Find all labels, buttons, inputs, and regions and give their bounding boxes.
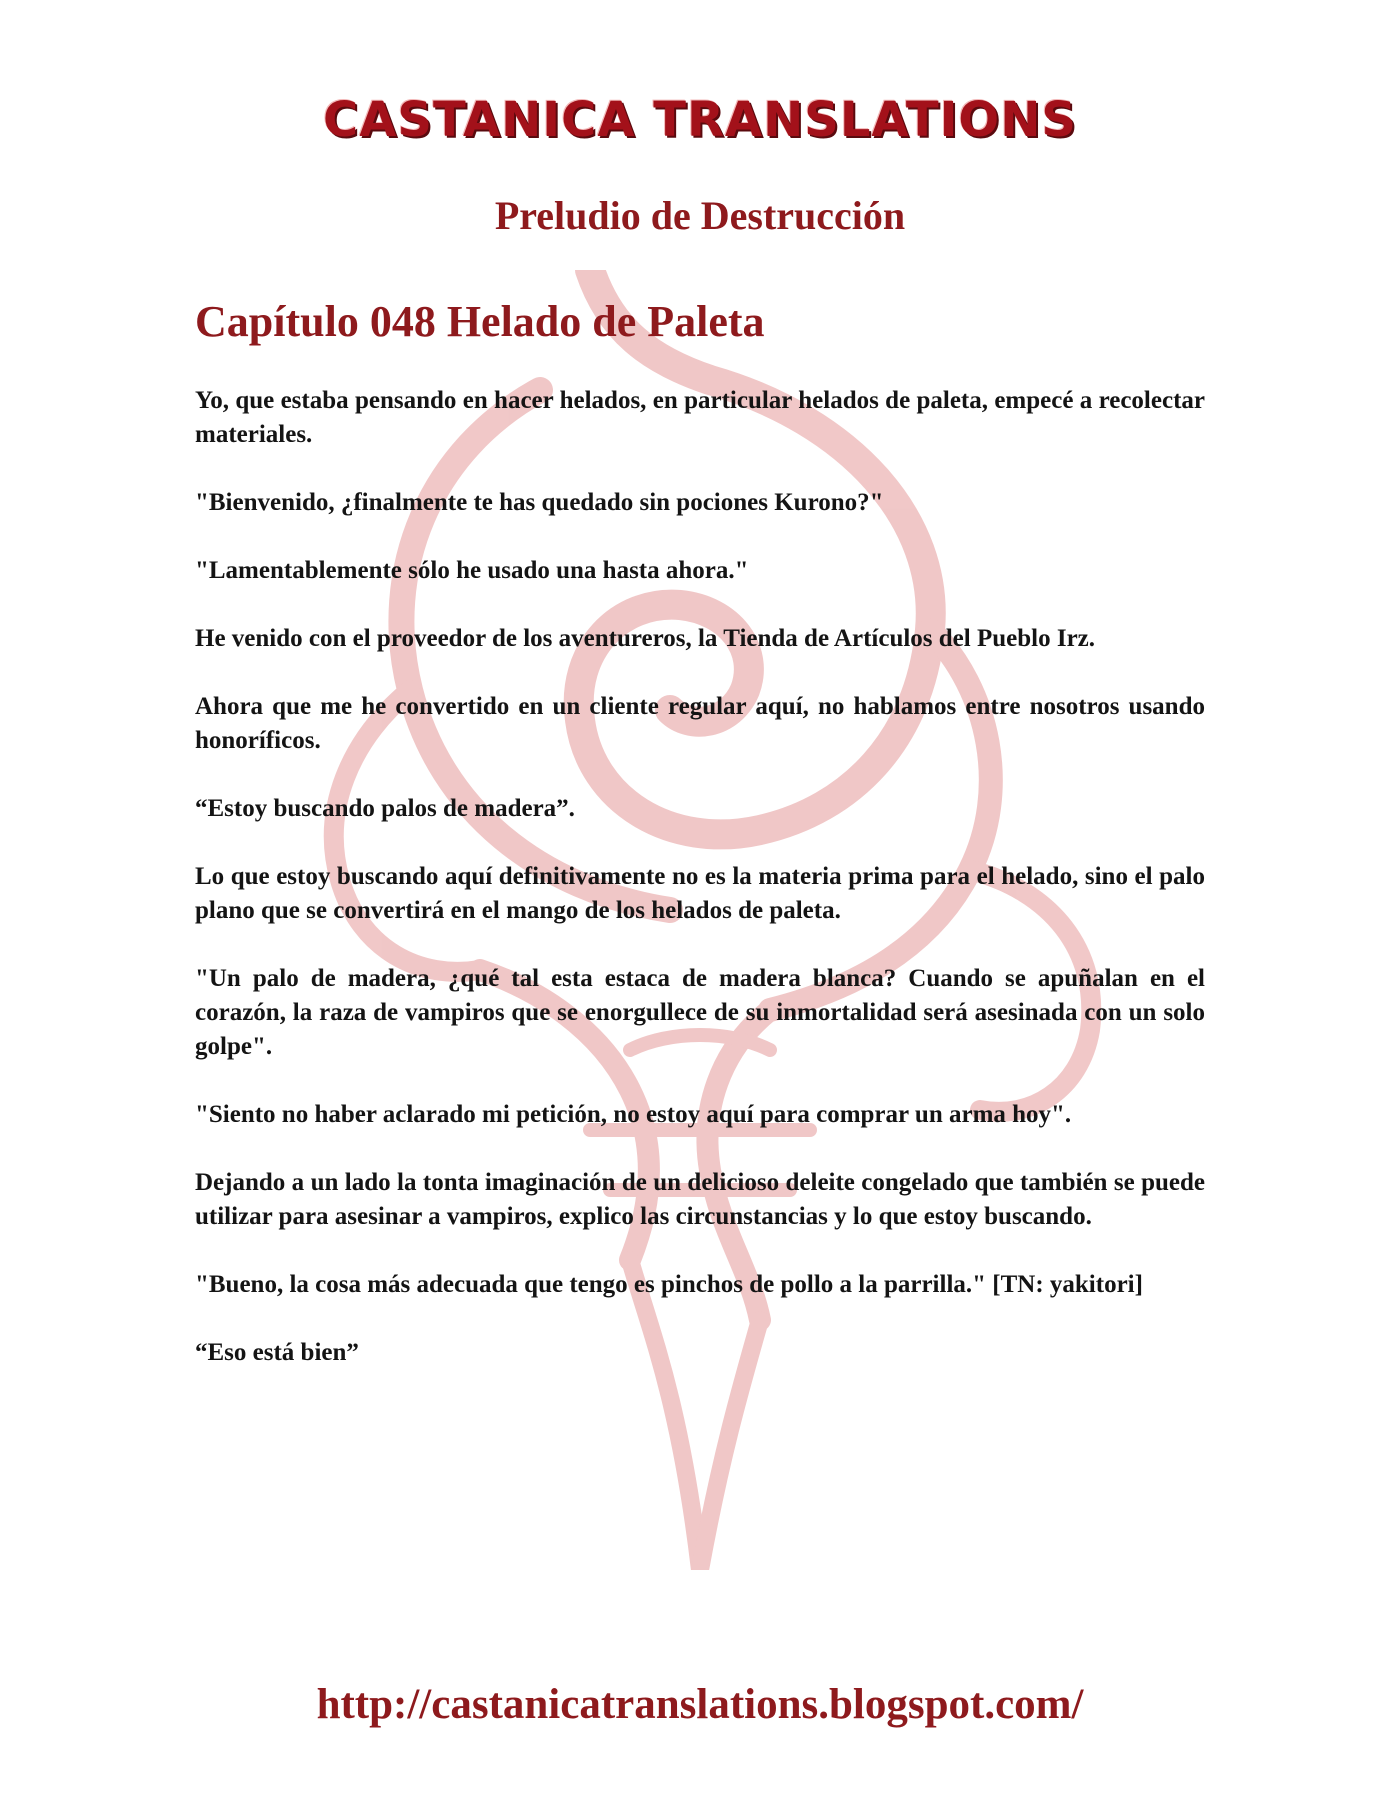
paragraph: “Estoy buscando palos de madera”. <box>195 795 575 822</box>
footer-url-link[interactable]: http://castanicatranslations.blogspot.com/ <box>316 1681 1084 1728</box>
paragraph: Dejando a un lado la tonta imaginación de un delicioso deleite congelado que también se puede utilizar para asesinar a vampiros, explico las circunstancias y lo que estoy buscando. <box>195 1169 1205 1230</box>
paragraph: Yo, que estaba pensando en hacer helados, en particular helados de paleta, empecé a recolectar materiales. <box>195 387 1205 448</box>
site-name: CASTANICA TRANSLATIONS <box>323 92 1077 148</box>
paragraph: He venido con el proveedor de los aventureros, la Tienda de Artículos del Pueblo Irz. <box>195 625 1096 652</box>
paragraph: "Bueno, la cosa más adecuada que tengo es pinchos de pollo a la parrilla." [TN: yakitori] <box>195 1271 1143 1298</box>
paragraph: “Eso está bien” <box>195 1339 359 1366</box>
chapter-title: Capítulo 048 Helado de Paleta <box>195 297 765 346</box>
paragraph: "Lamentablemente sólo he usado una hasta ahora." <box>195 557 749 584</box>
chapter-body <box>195 384 1205 1404</box>
paragraph: "Siento no haber aclarado mi petición, no estoy aquí para comprar un arma hoy". <box>195 1101 1072 1128</box>
novel-title: Preludio de Destrucción <box>494 193 906 238</box>
paragraph: "Bienvenido, ¿finalmente te has quedado sin pociones Kurono?" <box>195 489 884 516</box>
paragraph: "Un palo de madera, ¿qué tal esta estaca de madera blanca? Cuando se apuñalan en el corazón, la raza de vampiros que se enorgullece de su inmortalidad será asesinada con un solo golpe". <box>195 965 1205 1060</box>
paragraph: Ahora que me he convertido en un cliente regular aquí, no hablamos entre nosotros usando honoríficos. <box>195 693 1205 754</box>
paragraph: Lo que estoy buscando aquí definitivamente no es la materia prima para el helado, sino el palo plano que se convertirá en el mango de los helados de paleta. <box>195 863 1205 924</box>
